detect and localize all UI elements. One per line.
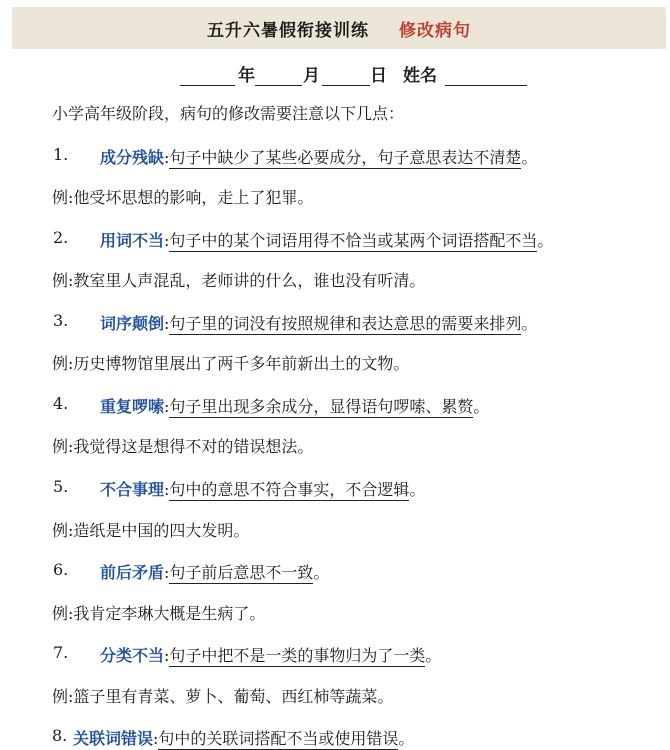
error-type: 分类不当	[100, 646, 165, 665]
error-type: 重复啰嗦	[100, 397, 165, 416]
title-banner	[12, 7, 666, 49]
error-description: 句子中的某个词语用得不恰当或某两个词语搭配不当	[169, 231, 538, 250]
error-description: 句子中缺少了某些必要成分，句子意思表达不清楚	[169, 148, 522, 167]
error-description: 句子前后意思不一致	[169, 563, 314, 582]
page-title: 五升六暑假衔接训练	[207, 20, 369, 41]
colon: :	[164, 480, 170, 499]
period: 。	[409, 480, 426, 499]
period: 。	[473, 397, 490, 416]
item-number: 8.	[52, 726, 68, 745]
colon: :	[164, 563, 170, 582]
year-label: 年	[238, 66, 255, 86]
period: 。	[398, 729, 415, 748]
month-label: 月	[303, 66, 320, 86]
year-blank	[180, 85, 235, 86]
day-blank	[322, 85, 370, 86]
error-type: 成分残缺	[100, 148, 165, 167]
error-description: 句子中把不是一类的事物归为了一类	[169, 646, 426, 665]
period: 。	[313, 563, 330, 582]
example-sentence: 例:篮子里有青菜、萝卜、葡萄、西红柿等蔬菜。	[52, 687, 394, 706]
period: 。	[537, 231, 554, 250]
error-type: 用词不当	[100, 231, 165, 250]
student-info-line	[0, 58, 670, 92]
colon: :	[164, 231, 170, 250]
month-blank	[255, 85, 302, 86]
example-sentence: 例:我觉得这是想得不对的错误想法。	[52, 437, 314, 456]
name-blank	[445, 85, 527, 86]
example-sentence: 例:历史博物馆里展出了两千多年前新出土的文物。	[52, 354, 410, 373]
item-number: 1.	[53, 145, 69, 164]
example-sentence: 例:他受坏思想的影响，走上了犯罪。	[52, 188, 314, 207]
item-number: 7.	[53, 643, 69, 662]
page-subtitle: 修改病句	[399, 20, 471, 41]
error-description: 句中的意思不符合事实，不合逻辑	[169, 480, 410, 499]
period: 。	[521, 148, 538, 167]
error-type: 前后矛盾	[100, 563, 165, 582]
item-number: 2.	[53, 228, 69, 247]
item-number: 5.	[53, 477, 69, 496]
colon: :	[164, 148, 170, 167]
period: 。	[521, 314, 538, 333]
period: 。	[425, 646, 442, 665]
item-number: 3.	[53, 311, 69, 330]
colon: :	[164, 314, 170, 333]
error-description: 句子里出现多余成分，显得语句啰嗦、累赘	[169, 397, 474, 416]
item-number: 4.	[53, 394, 69, 413]
example-sentence: 例:我肯定李琳大概是生病了。	[52, 604, 266, 623]
example-sentence: 例:教室里人声混乱，老师讲的什么，谁也没有听清。	[52, 271, 426, 290]
error-type: 不合事理	[100, 480, 165, 499]
colon: :	[164, 397, 170, 416]
colon: :	[153, 729, 159, 748]
error-type: 关联词错误	[73, 729, 154, 748]
colon: :	[164, 646, 170, 665]
error-description: 句中的关联词搭配不当或使用错误	[158, 729, 399, 748]
name-label: 姓名	[403, 66, 437, 86]
intro-text: 小学高年级阶段，病句的修改需要注意以下几点：	[52, 104, 405, 123]
item-number: 6.	[53, 560, 69, 579]
error-description: 句子里的词没有按照规律和表达意思的需要来排列	[169, 314, 522, 333]
error-type: 词序颠倒	[100, 314, 165, 333]
day-label: 日	[370, 66, 387, 86]
example-sentence: 例:造纸是中国的四大发明。	[52, 521, 250, 540]
